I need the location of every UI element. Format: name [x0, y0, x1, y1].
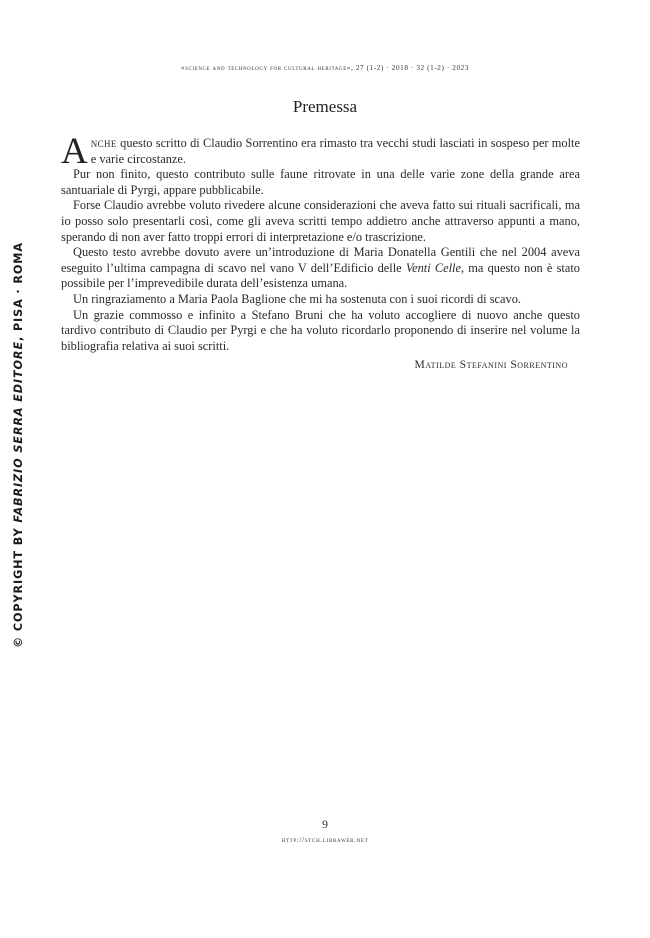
- running-header: «science and technology for cultural heritage», 27 (1-2) · 2018 · 32 (1-2) · 2023: [180, 64, 470, 72]
- side-copyright-notice: [12, 242, 25, 648]
- paragraph-4: [61, 245, 580, 292]
- paragraph-4-text-before: Questo testo avrebbe dovuto avere un’introduzione di Maria Donatella Gentili che nel 2004 aveva eseguito l’ultima campagna di scavo nel vano V dell’Edificio delle: [61, 245, 580, 275]
- paragraph-1-smallcaps: nche: [90, 136, 117, 150]
- article-body: [61, 131, 580, 373]
- paragraph-5: Un ringraziamento a Maria Paola Baglione che mi ha sostenuta con i suoi ricordi di scavo.: [73, 291, 521, 306]
- paragraph-6: Un grazie commosso e infinito a Stefano Bruni che ha voluto accogliere di nuovo anche questo tardivo contributo di Claudio per Pyrgi e che ha voluto ricordarlo proponendo di inserire nel volume la bibliografia relativa ai suoi scritti.: [61, 307, 580, 353]
- paragraph-1: [61, 131, 580, 172]
- copyright-prefix: © COPYRIGHT BY: [12, 522, 25, 648]
- drop-cap: A: [61, 131, 88, 172]
- signature: Matilde Stefanini Sorrentino: [414, 358, 568, 372]
- paragraph-1-text: questo scritto di Claudio Sorrentino era rimasto tra vecchi studi lasciati in sospeso per molte e varie circostanze.: [90, 136, 580, 166]
- paragraph-3: Forse Claudio avrebbe voluto rivedere alcune considerazioni che aveva fatto sui rituali sacrificali, ma io posso solo presentarli così, come gli aveva scritti tempo addietro anche attraverso appunti a mano, sperando di non aver fatto troppi errori di interpretazione e/o trascrizione.: [61, 198, 580, 244]
- copyright-publisher: FABRIZIO SERRA EDITORE: [12, 341, 25, 523]
- page-number: 9: [322, 817, 328, 831]
- paragraph-4-italic: Venti Celle: [405, 260, 461, 275]
- paragraph-4-text-after: , ma questo non è stato possibile per l’imprevedibile durata dell’esistenza umana.: [61, 260, 580, 291]
- footer-url: http://stch.libraweb.net: [281, 836, 369, 844]
- paragraph-2: Pur non finito, questo contributo sulle faune ritrovate in una delle varie zone della grande area santuariale di Pyrgi, appare pubblicabile.: [61, 167, 580, 197]
- page-title: Premessa: [292, 97, 358, 116]
- copyright-suffix: , PISA · ROMA: [12, 242, 25, 341]
